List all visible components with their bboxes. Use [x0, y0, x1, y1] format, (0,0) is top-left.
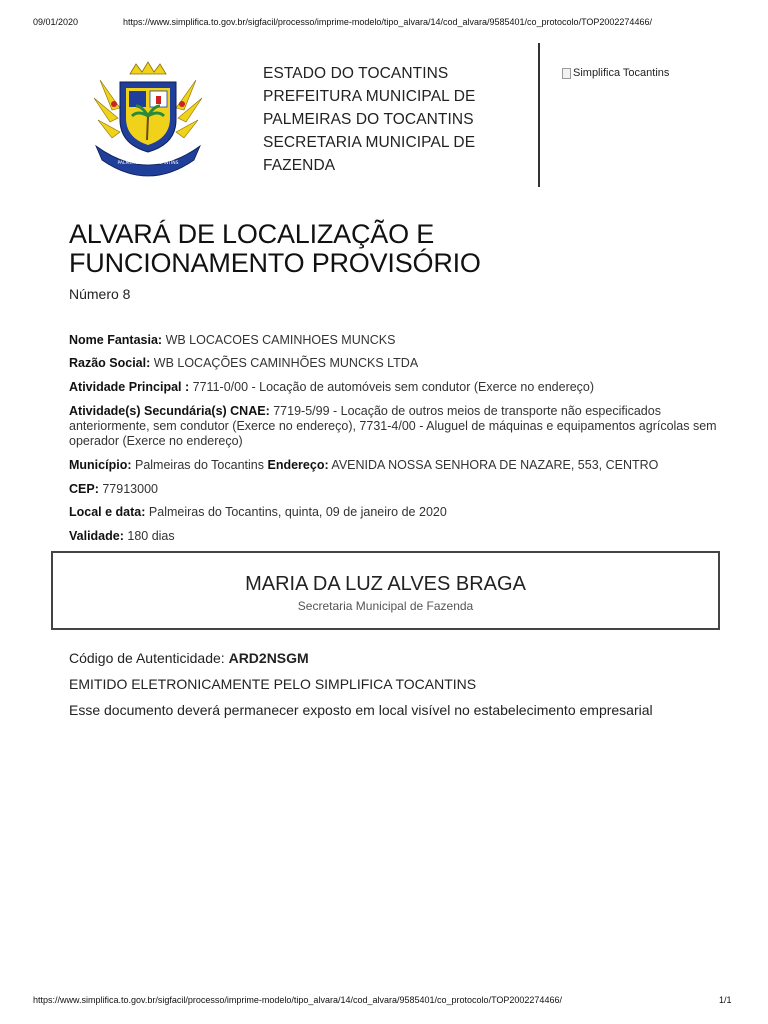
simplifica-logo-alt: Simplifica Tocantins [573, 67, 670, 79]
validade-value: 180 dias [127, 529, 175, 543]
print-footer-url: https://www.simplifica.to.gov.br/sigfacil/processo/imprime-modelo/tipo_alvara/14/cod_alvara/9585401/co_protocolo/TOP2002274466/ [33, 995, 562, 1005]
atividades-secundarias-value: 7719-5/99 - Locação de outros meios de transporte não especificados anteriormente, sem condutor (Exerce no endereço), 7731-4/00 - Aluguel de máquinas e equipamentos agrícolas sem operador (Exerce no endereço) [69, 404, 717, 448]
print-page-number: 1/1 [719, 995, 732, 1005]
atividade-principal-value: 7711-0/00 - Locação de automóveis sem condutor (Exerce no endereço) [192, 380, 595, 394]
atividade-principal-label: Atividade Principal : [69, 380, 190, 394]
agency-header [263, 62, 475, 177]
local-data-label: Local e data: [69, 505, 146, 519]
signatory-role: Secretaria Municipal de Fazenda [297, 599, 474, 613]
validade-label: Validade: [69, 529, 124, 543]
nome-fantasia-label: Nome Fantasia: [69, 333, 163, 347]
field-local-data [69, 505, 719, 520]
municipio-value: Palmeiras do Tocantins [134, 458, 264, 472]
nome-fantasia-value: WB LOCACOES CAMINHOES MUNCKS [165, 333, 396, 347]
field-municipio-endereco [69, 458, 719, 473]
cep-value: 77913000 [102, 482, 158, 496]
municipio-label: Município: [69, 458, 132, 472]
coat-of-arms-icon [90, 60, 206, 178]
header-divider [538, 43, 540, 187]
coat-ribbon-text: PALMEIRAS DO TOCANTINS [117, 161, 179, 166]
coat-of-arms-logo [90, 60, 206, 178]
razao-social-value: WB LOCAÇÕES CAMINHÕES MUNCKS LTDA [153, 356, 419, 370]
signature-box [51, 551, 720, 630]
field-razao-social [69, 356, 719, 371]
agency-line-fazenda: FAZENDA [263, 157, 336, 174]
print-url: https://www.simplifica.to.gov.br/sigfacil/processo/imprime-modelo/tipo_alvara/14/cod_alvara/9585401/co_protocolo/TOP2002274466/ [123, 17, 652, 27]
print-date: 09/01/2020 [33, 17, 79, 27]
title-line-1: ALVARÁ DE LOCALIZAÇÃO E [69, 219, 435, 249]
atividades-secundarias-label: Atividade(s) Secundária(s) CNAE: [69, 404, 270, 418]
authenticity-code: ARD2NSGM [228, 650, 309, 666]
emitido-eletronicamente: EMITIDO ELETRONICAMENTE PELO SIMPLIFICA TOCANTINS [69, 676, 477, 692]
authenticity-code-line [69, 650, 719, 666]
signatory-name: MARIA DA LUZ ALVES BRAGA [245, 573, 526, 595]
agency-line-municipio: PALMEIRAS DO TOCANTINS [263, 111, 474, 128]
field-atividade-principal [69, 380, 719, 395]
agency-line-prefeitura: PREFEITURA MUNICIPAL DE [263, 88, 476, 105]
page-title [69, 220, 481, 278]
endereco-label: Endereço: [267, 458, 329, 472]
cep-label: CEP: [69, 482, 99, 496]
field-nome-fantasia [69, 333, 719, 348]
broken-image-icon [562, 68, 571, 79]
aviso-exposicao: Esse documento deverá permanecer exposto em local visível no estabelecimento empresarial [69, 702, 653, 718]
simplifica-logo-image [562, 67, 669, 79]
document-number: Número 8 [69, 286, 131, 302]
razao-social-label: Razão Social: [69, 356, 151, 370]
field-validade [69, 529, 719, 544]
endereco-value: AVENIDA NOSSA SENHORA DE NAZARE, 553, CENTRO [331, 458, 659, 472]
field-cep [69, 482, 719, 497]
field-atividades-secundarias [69, 404, 719, 449]
local-data-value: Palmeiras do Tocantins, quinta, 09 de janeiro de 2020 [148, 505, 447, 519]
authenticity-label: Código de Autenticidade: [69, 650, 225, 666]
agency-line-state: ESTADO DO TOCANTINS [263, 65, 449, 82]
title-line-2: FUNCIONAMENTO PROVISÓRIO [69, 248, 481, 278]
agency-line-secretaria: SECRETARIA MUNICIPAL DE [263, 134, 476, 151]
